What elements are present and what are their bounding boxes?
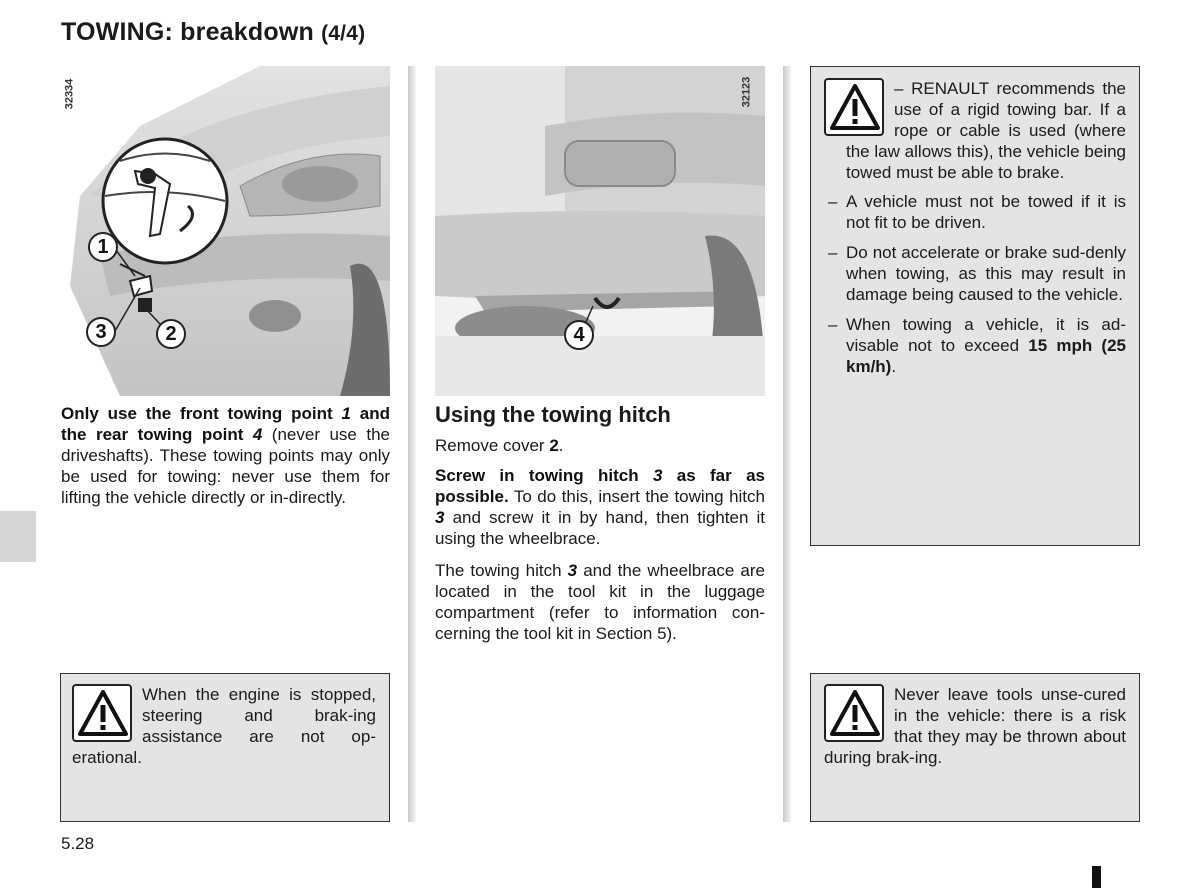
column-separator-left bbox=[408, 66, 416, 822]
page-title-main: TOWING: breakdown bbox=[61, 18, 314, 46]
section-tab bbox=[0, 511, 36, 562]
front-towing-figure bbox=[60, 66, 390, 396]
page-title bbox=[61, 18, 365, 47]
front-car-illustration bbox=[60, 66, 390, 396]
remove-cover-text: Remove cover bbox=[435, 436, 550, 455]
callout-3: 3 bbox=[86, 317, 116, 347]
warning-box-engine bbox=[60, 673, 390, 822]
page-title-part: (4/4) bbox=[321, 22, 366, 45]
rear-car-illustration bbox=[435, 66, 765, 396]
toolkit-text-1: The towing hitch bbox=[435, 561, 568, 580]
rear-towing-figure bbox=[435, 66, 765, 396]
figure-ref-front: 32334 bbox=[63, 78, 76, 110]
speed-text-1: When towing a vehicle, it is ad-visable not to exceed bbox=[846, 315, 1126, 355]
warning-item: – Do not accelerate or brake sud-denly when towing, as this may result in damage being caused to the vehicle. bbox=[824, 242, 1126, 305]
toolkit-text-2: and the wheelbrace are located in the tool kit in the luggage compartment (refer to information con-cerning the tool kit in Section 5). bbox=[435, 561, 766, 643]
warning-box-towing bbox=[810, 66, 1140, 546]
page-edge-marker bbox=[1092, 866, 1101, 888]
warning-triangle-icon bbox=[72, 684, 132, 742]
warning-engine-text: When the engine is stopped, steering and brak-ing assistance are not op-erational. bbox=[72, 685, 376, 767]
intro-ref-4: 4 bbox=[252, 425, 263, 444]
callout-1: 1 bbox=[88, 232, 118, 262]
screw-hitch-paragraph bbox=[435, 465, 765, 549]
screw-bold-2: as far as possible. bbox=[435, 466, 765, 506]
remove-cover-paragraph bbox=[435, 435, 765, 456]
speed-limit-value: 15 mph (25 km/h) bbox=[846, 336, 1126, 376]
remove-cover-end: . bbox=[558, 436, 564, 455]
toolkit-ref-3: 3 bbox=[567, 561, 578, 580]
screw-text-1: To do this, insert the towing hitch bbox=[508, 487, 765, 506]
tool-kit-paragraph bbox=[435, 560, 765, 644]
section-heading-towing-hitch: Using the towing hitch bbox=[435, 402, 671, 427]
page-number: 5.28 bbox=[61, 834, 95, 853]
warning-triangle-icon bbox=[824, 684, 884, 742]
warning-box-tools bbox=[810, 673, 1140, 822]
intro-bold-2: and the rear towing point bbox=[61, 404, 390, 444]
callout-4: 4 bbox=[564, 320, 594, 350]
intro-bold-1: Only use the front towing point bbox=[61, 404, 342, 423]
warning-item-speed bbox=[824, 314, 1126, 377]
warning-towing-list bbox=[824, 191, 1126, 377]
intro-rest: (never use the driveshafts). These towing points may only be used for towing: never use them for lifting the vehicle directly or in-directly. bbox=[61, 425, 390, 507]
warning-tools-text: Never leave tools unse-cured in the vehicle: there is a risk that they may be thrown about during brak-ing. bbox=[824, 685, 1126, 767]
warning-triangle-icon bbox=[824, 78, 884, 136]
warning-towing-first: – RENAULT recommends the use of a rigid towing bar. If a rope or cable is used (where the law allows this), the vehicle being towed must be able to brake. bbox=[846, 79, 1126, 182]
callout-2: 2 bbox=[156, 319, 186, 349]
screw-ref-3b: 3 bbox=[435, 508, 445, 527]
warning-item: – A vehicle must not be towed if it is not fit to be driven. bbox=[824, 191, 1126, 233]
screw-bold-1: Screw in towing hitch bbox=[435, 466, 653, 485]
towing-points-paragraph bbox=[61, 403, 390, 508]
intro-ref-1: 1 bbox=[341, 404, 351, 423]
column-separator-right bbox=[783, 66, 791, 822]
speed-text-2: . bbox=[891, 357, 897, 376]
screw-ref-3a: 3 bbox=[652, 466, 663, 485]
screw-text-2: and screw it in by hand, then tighten it using the wheelbrace. bbox=[435, 508, 765, 548]
remove-cover-ref: 2 bbox=[549, 436, 559, 455]
figure-ref-rear: 32123 bbox=[740, 76, 753, 108]
